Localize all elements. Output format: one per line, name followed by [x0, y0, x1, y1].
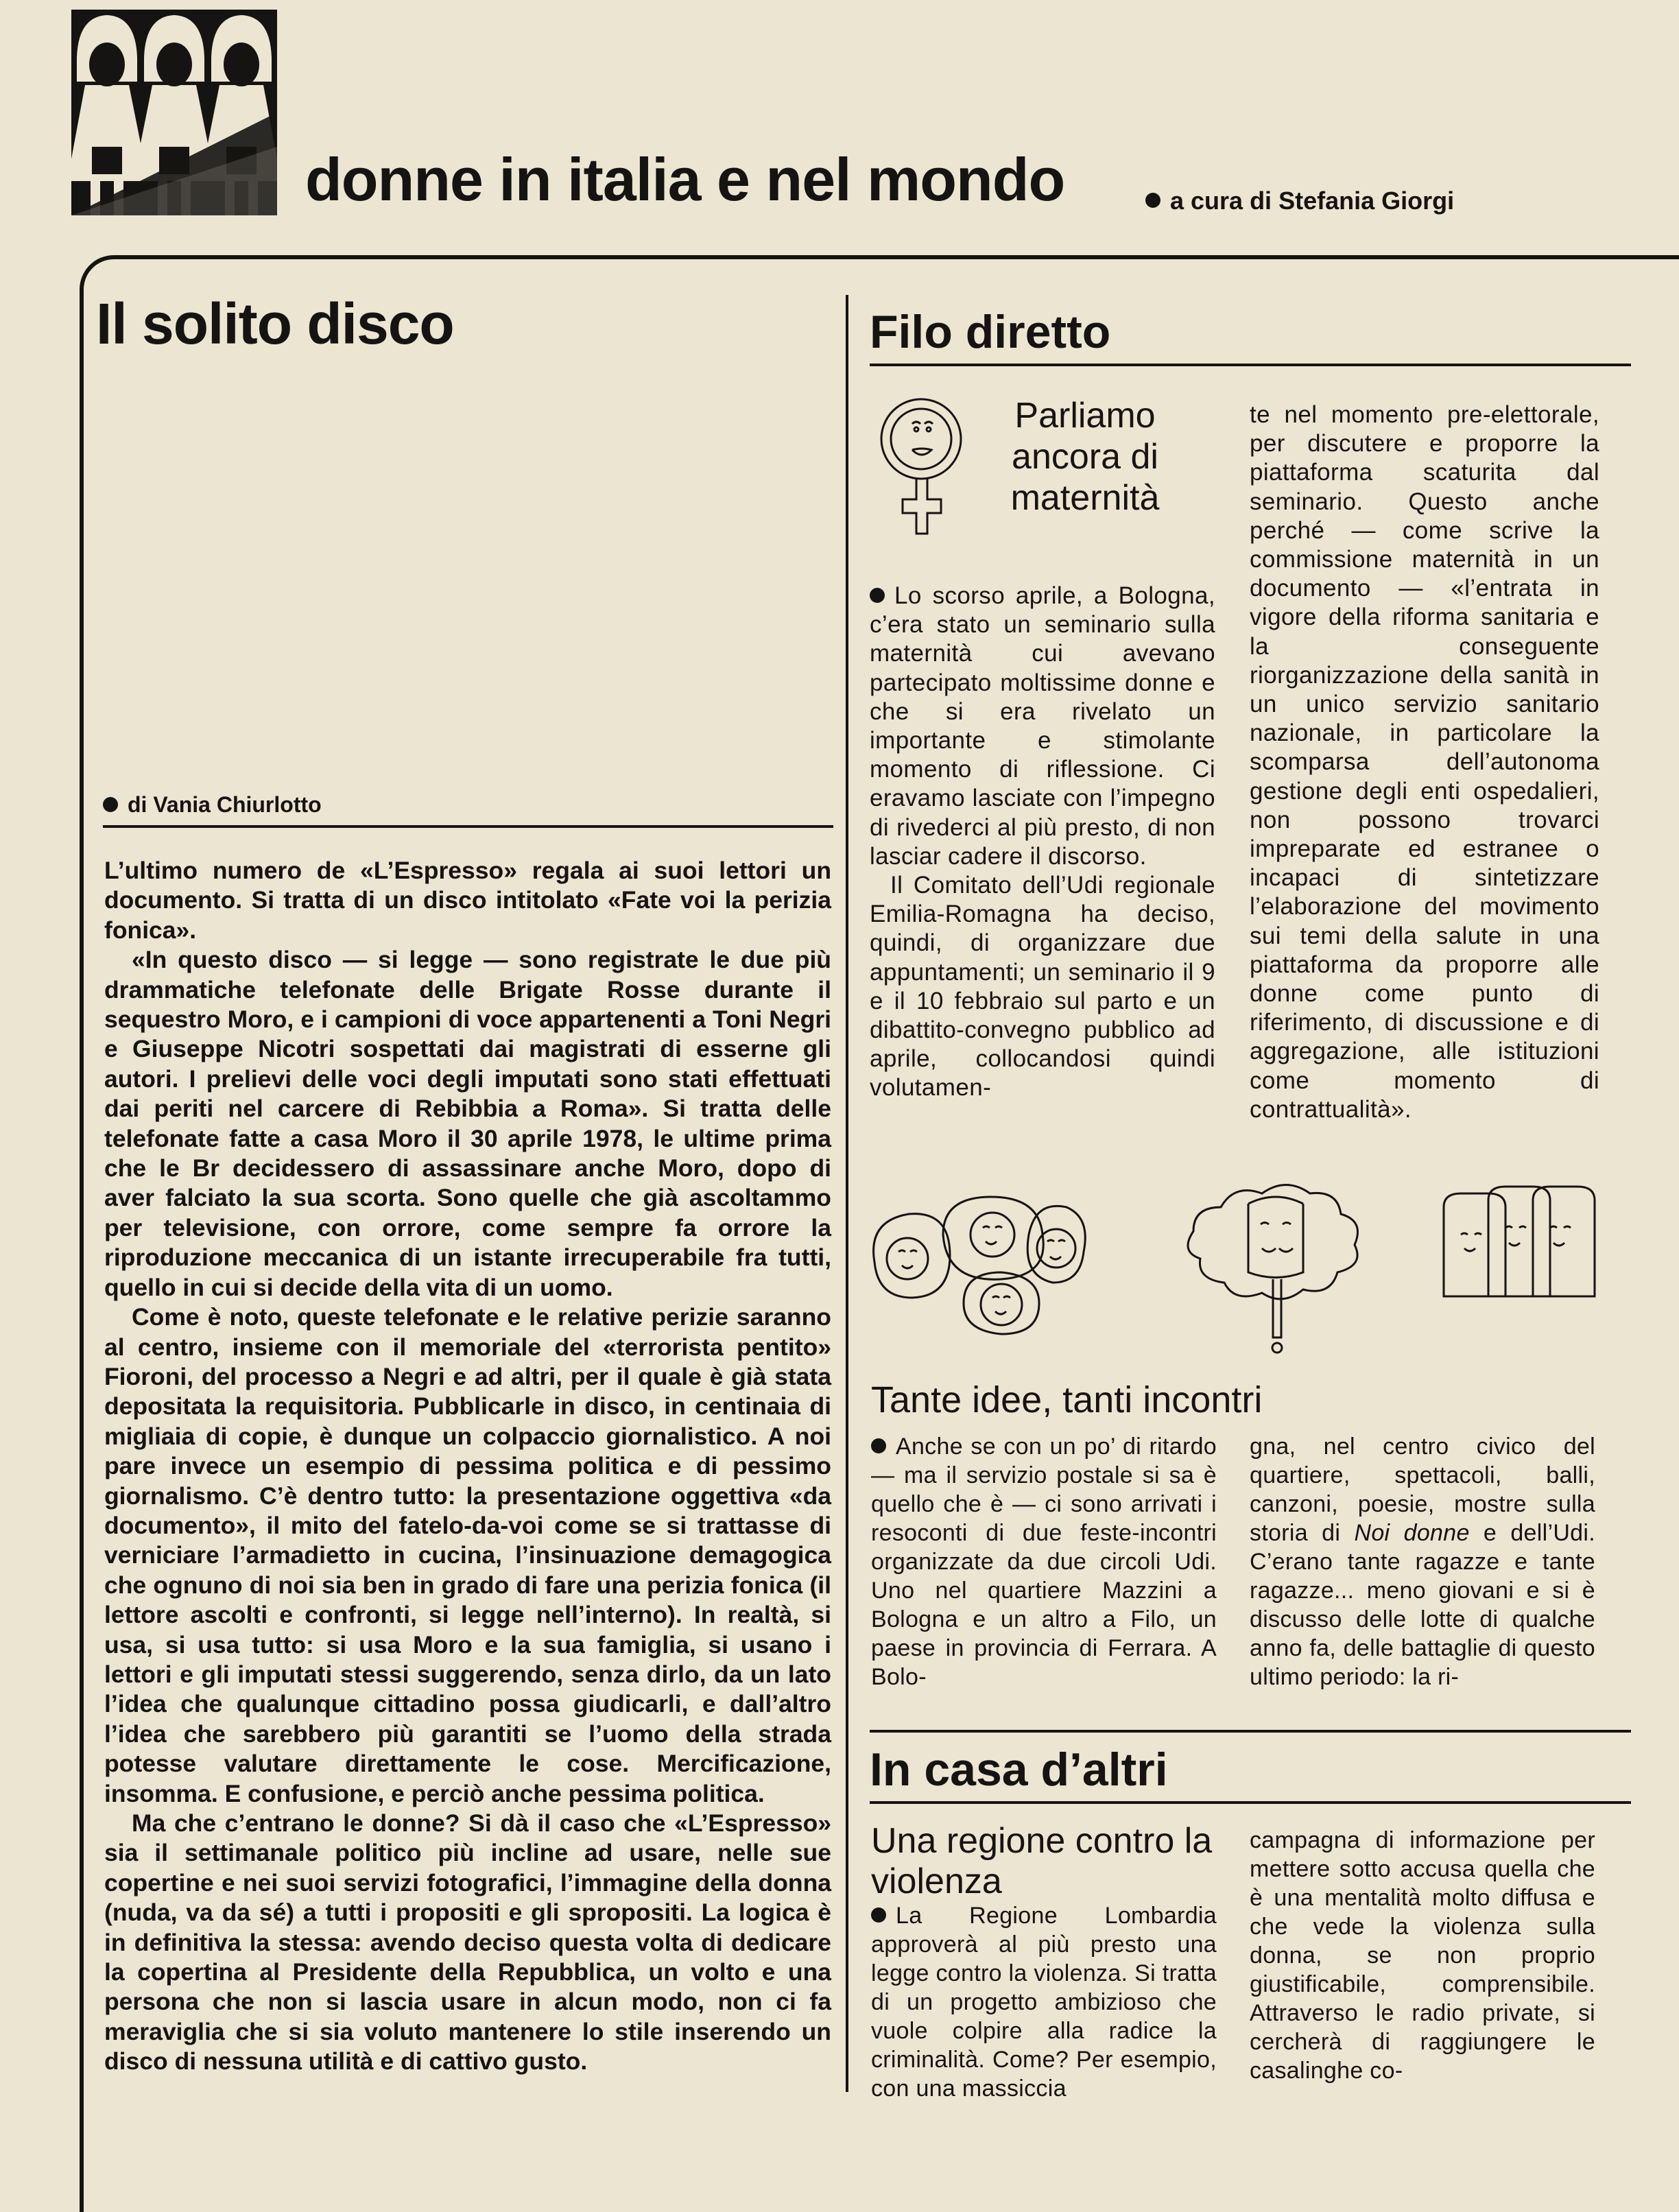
frame-top-rule — [117, 255, 1679, 259]
filo-diretto-paragraph: Lo scorso aprile, a Bologna, c’era stato un seminario sulla maternità cui avevano partecipato moltissime donne e che si era rivelato un importante e stimolante momento di riflessione. Ci eravamo lasciate con l’impegno di rivederci al più presto, di non lasciar cadere il discorso. — [870, 582, 1215, 870]
section-logo — [71, 10, 277, 215]
bullet-icon — [1145, 193, 1160, 208]
article-title: Il solito disco — [96, 292, 454, 356]
filo-diretto-subtitle: Parliamo ancora di maternità — [1010, 396, 1160, 518]
article-paragraph: Come è noto, queste telefonate e le relative perizie saranno al centro, insieme con il memoriale del «terrorista pentito» Fioroni, del processo a Negri e ad altri, per il quale è già stata depositata la requisitoria. Pubblicarle in disco, in centinaia di migliaia di copie, è dunque un colpaccio giornalistico. A noi pare invece un esempio di pessima politica e di pessimo giornalismo. C’è dentro tutto: la presentazione oggettiva «da documento», il mito del fatelo-da-voi come se si trattasse di verniciare l’armadietto in cucina, l’insinuazione demagogica che ognuno di noi sia ben in grado di fare una perizia fonica (il lettore ascolti e confronti, si legge nell’interno). In realtà, si usa, si usa tutto: si usa Moro e la sua famiglia, si usano i lettori e gli imputati stessi suggerendo, senza dirlo, da un lato l’idea che qualunque cittadino possa giudicarli, e dall’altro l’idea che sarebbero più garantiti se l’uomo della strada potesse valutare direttamente le cose. Mercificazione, insomma. E confusione, e perciò anche pessima politica. — [104, 1303, 831, 1807]
in-casa-title: In casa d’altri — [870, 1744, 1168, 1796]
tante-idee-text: gna, nel centro civico del quartiere, spettacoli, balli, canzoni, poesie, mostre sulla storia di — [1250, 1434, 1595, 1546]
tante-idee-text: e dell’Udi. C’erano tante ragazze e tante ragazze... meno giovani e si è discusso delle lotte di qualche anno fa, delle battaglie di questo ultimo periodo: la ri- — [1250, 1520, 1595, 1690]
curator-text: a cura di Stefania Giorgi — [1170, 187, 1455, 215]
article-paragraph: L’ultimo numero de «L’Espresso» regala ai suoi lettori un documento. Si tratta di un disco intitolato «Fate voi la perizia fonica». — [104, 857, 831, 944]
three-women-logo-icon — [71, 10, 277, 215]
frame-left-rule — [80, 288, 84, 2212]
curator-credit — [1145, 187, 1454, 215]
filo-diretto-col1 — [870, 582, 1215, 1103]
in-casa-col2 — [1250, 1826, 1595, 2085]
article-paragraph: «In questo disco — si legge — sono registrate le due più drammatiche telefonate delle Brigate Rosse durante il sequestro Moro, e i campioni di voce appartenenti a Toni Negri e Giuseppe Nicotri sospettati dai magistrati di esserne gli autori. I prelievi delle voci degli imputati sono stati effettuati dai periti nel carcere di Rebibbia a Roma». Si tratta delle telefonate fatte a casa Moro il 30 aprile 1978, le ultime prima che le Br decidessero di assassinare anche Moro, dopo di aver falciato la sua scorta. Sono quelle che già ascoltammo per televisione, con orrore, come sempre fa orrore la riproduzione meccanica di un istante irrecuperabile fra tutti, quello in cui si decide della vita di un uomo. — [104, 946, 831, 1301]
section-title: donne in italia e nel mondo — [305, 145, 1065, 213]
cartoon-women-faces-illustration — [868, 1193, 1087, 1337]
in-casa-text: La Regione Lombardia approverà al più presto una legge contro la violenza. Si tratta di un progetto ambizioso che vuole colpire alla radice la criminalità. Come? Per esempio, con una massiccia — [871, 1903, 1217, 2102]
in-casa-top-rule — [870, 1730, 1631, 1733]
in-casa-rule — [870, 1801, 1631, 1804]
column-divider — [846, 295, 848, 2092]
in-casa-col1 — [871, 1901, 1217, 2103]
filo-diretto-paragraph: Il Comitato dell’Udi regionale Emilia-Romagna ha deciso, quindi, di organizzare due appuntamenti; un seminario il 9 e il 10 febbraio sul parto e un dibattito-convegno pubblico ad aprile, collocandosi quindi volutamen- — [870, 872, 1215, 1102]
filo-diretto-title: Filo diretto — [870, 306, 1111, 358]
bullet-icon — [103, 797, 118, 812]
magazine-name: Noi donne — [1354, 1520, 1470, 1546]
tante-idee-col1 — [871, 1432, 1217, 1691]
byline-text: di Vania Chiurlotto — [128, 792, 322, 817]
tree-faces-illustration — [1180, 1176, 1372, 1361]
bullet-icon — [871, 1438, 886, 1453]
tante-idee-col2 — [1250, 1432, 1595, 1691]
byline-rule — [103, 825, 833, 828]
frame-corner — [80, 255, 121, 296]
article-paragraph: Ma che c’entrano le donne? Si dà il caso che «L’Espresso» sia il settimanale politico più incline ad usare, nelle sue copertine e nei suoi servizi fotografici, l’immagine della donna (nuda, va da sé) a tutti i propositi e gli spropositi. La logica è in definitiva la stessa: avendo deciso questa volta di dedicare la copertina al Presidente della Repubblica, un volto e una persona che non si lascia usare in alcun modo, non ci fa meraviglia che si sia voluto mantenere lo stile inserendo un disco di nessuna utilità e di cattivo gusto. — [104, 1809, 831, 2076]
filo-diretto-col2 — [1250, 401, 1599, 1124]
article-body — [104, 856, 831, 2077]
tante-idee-text: Anche se con un po’ di ritardo — ma il servizio postale si sa è quello che è — ci sono arrivati i resoconti di due feste-incontri organizzate da due circoli Udi. Uno nel quartiere Mazzini a Bologna e un altro a Filo, un paese in provincia di Ferrara. A Bolo- — [871, 1434, 1217, 1690]
byline — [103, 792, 322, 818]
books-faces-illustration — [1440, 1180, 1605, 1303]
in-casa-subtitle: Una regione contro la violenza — [871, 1821, 1213, 1901]
tante-idee-title: Tante idee, tanti incontri — [871, 1379, 1263, 1420]
bullet-icon — [871, 1907, 886, 1923]
bullet-icon — [870, 588, 885, 603]
female-symbol-face-icon — [870, 396, 973, 540]
filo-diretto-rule — [870, 364, 1631, 366]
in-casa-text: campagna di informazione per mettere sotto accusa quella che è una mentalità molto diffusa e che vede la violenza sulla donna, se non proprio giustificabile, comprensibile. Attraverso le radio private, si cercherà di raggiungere le casalinghe co- — [1250, 1827, 1595, 2084]
filo-diretto-paragraph: te nel momento pre-elettorale, per discutere e proporre la piattaforma scaturita dal seminario. Questo anche perché — come scrive la commissione maternità in un documento — «l’entrata in vigore della riforma sanitaria e la conseguente riorganizzazione della sanità in un unico servizio sanitario nazionale, in particolare la scomparsa dell’autonoma gestione degli enti ospedalieri, non possono trovarci impreparate ed estranee o incapaci di sintetizzare l’elaborazione del movimento sui temi della salute in una piattaforma da proporre alle donne come punto di riferimento, di discussione e di aggregazione, alle istituzioni come momento di contrattualità». — [1250, 401, 1599, 1123]
